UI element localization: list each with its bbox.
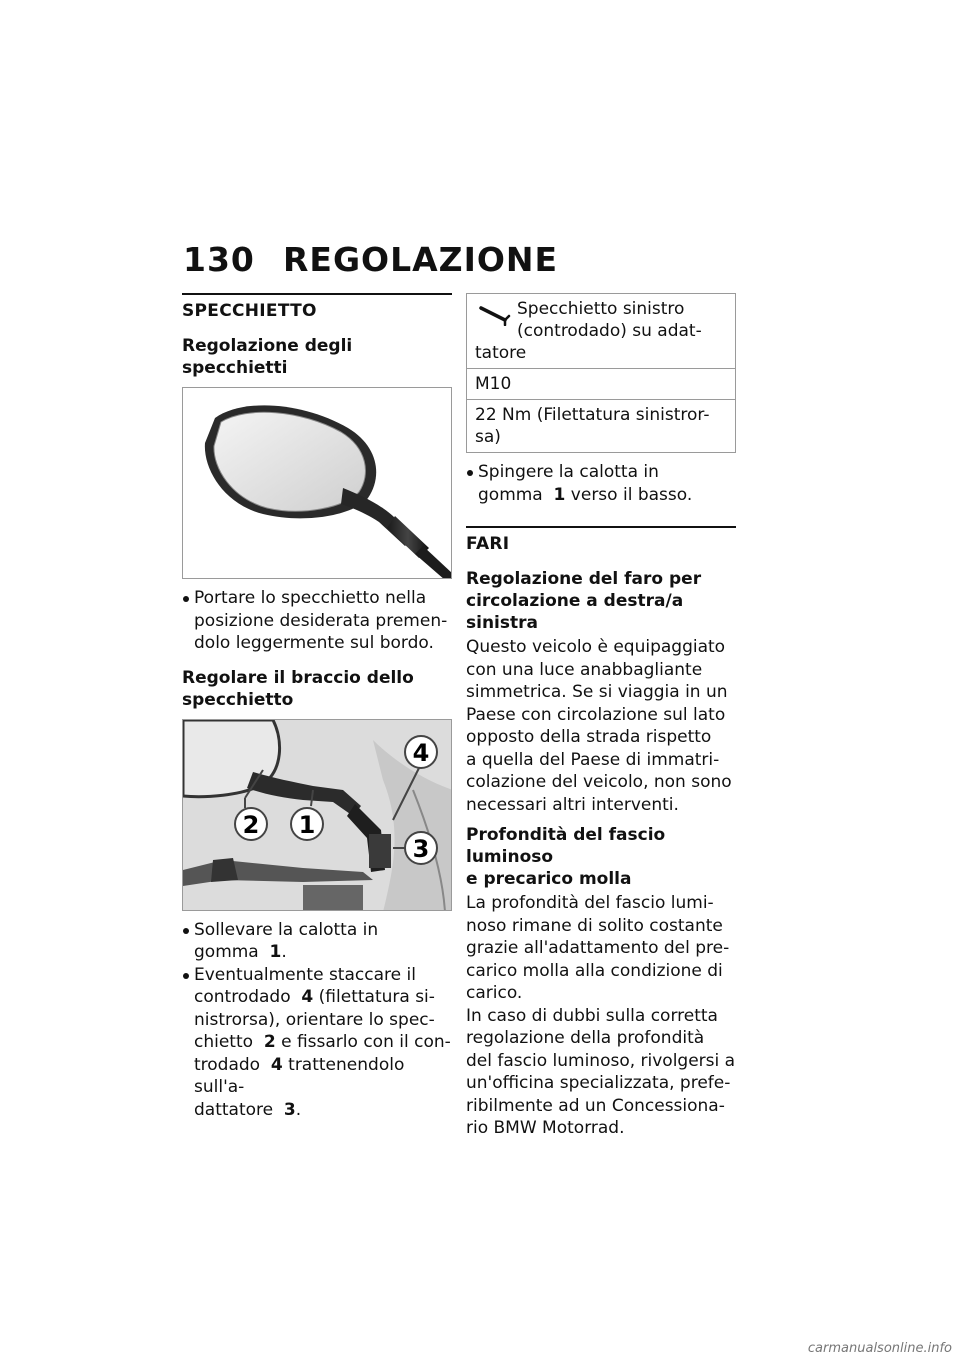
section-rule xyxy=(182,293,452,295)
callout-1 xyxy=(291,808,323,840)
subheading-headlight-traffic: Regolazione del faro per circolazione a destra/a sinistra xyxy=(466,569,702,633)
svg-text:3: 3 xyxy=(412,834,430,863)
section-title-headlights: FARI xyxy=(466,534,510,554)
svg-text:2: 2 xyxy=(242,810,260,839)
page-header xyxy=(183,240,558,279)
torque-spec-thread-size: M10 xyxy=(467,368,735,399)
torque-spec-value: 22 Nm (Filettatura sinistror- sa) xyxy=(467,399,735,452)
mirror-illustration xyxy=(183,388,452,579)
bullet-mirror-position: Portare lo specchietto nella posizione desiderata premen- dolo leggermente sul bordo. xyxy=(182,587,452,655)
callout-4 xyxy=(405,736,437,768)
left-column xyxy=(182,293,452,1121)
wrench-icon xyxy=(479,304,511,332)
callout-3 xyxy=(405,832,437,864)
subheading-mirror-adjust: Regolazione degli specchietti xyxy=(182,336,353,378)
torque-spec-description: Specchietto sinistro (controdado) su adat- tatore xyxy=(475,299,702,363)
bullet-adjust-arm: Eventualmente staccare il controdado 4 (filettatura si- nistrorsa), orientare lo spec- chietto 2 e fissarlo con il con- trodado 4 trattenendolo sull'a- dattatore 3. xyxy=(182,964,452,1122)
paragraph-contact-workshop: In caso di dubbi sulla corretta regolazione della profondità del fascio luminoso, rivolgersi a un'officina specializzata, prefe- ribilmente ad un Concessiona- rio BMW Motorrad. xyxy=(466,1005,736,1138)
page-title: REGOLAZIONE xyxy=(283,240,559,279)
bullet-lift-cap: Sollevare la calotta in gomma 1. xyxy=(182,919,452,964)
callout-2 xyxy=(235,808,267,840)
subheading-beam-depth: Profondità del fascio luminoso e precarico molla xyxy=(466,825,666,889)
paragraph-symmetric-beam: Questo veicolo è equipaggiato con una luce anabbagliante simmetrica. Se si viaggia in un Paese con circolazione sul lato opposto della strada rispetto a quella del Paese di immatri- colazione del veicolo, non sono necessari altri interventi. xyxy=(466,637,732,815)
svg-text:4: 4 xyxy=(412,738,430,767)
section-title-mirror: SPECCHIETTO xyxy=(182,301,317,321)
mirror-figure xyxy=(182,387,452,579)
watermark[interactable]: carmanualsonline.info xyxy=(807,1341,952,1356)
torque-spec-table xyxy=(466,293,736,453)
subheading-arm-adjust: Regolare il braccio dello specchietto xyxy=(182,667,414,710)
page-number: 130 xyxy=(183,240,255,279)
svg-text:1: 1 xyxy=(298,810,316,839)
section-rule xyxy=(466,526,736,528)
bullet-push-cap: Spingere la calotta in gomma 1 verso il basso. xyxy=(466,461,736,506)
paragraph-beam-depth: La profondità del fascio lumi- noso rimane di solito costante grazie all'adattamento del pre- carico molla alla condizione di carico. xyxy=(466,893,730,1003)
arm-illustration xyxy=(183,720,452,911)
arm-figure xyxy=(182,719,452,911)
right-column xyxy=(466,293,736,1140)
